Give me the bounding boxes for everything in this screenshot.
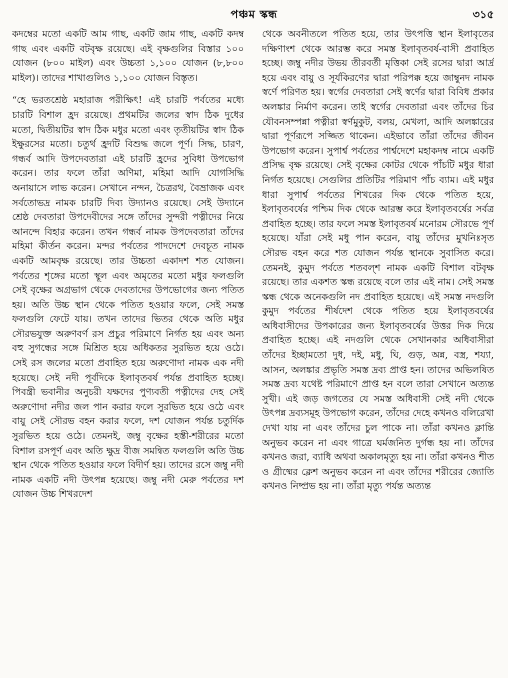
chapter-heading: পঞ্চম স্কন্ধ [230,8,278,21]
page-header [0,0,508,24]
page-number: ৩১৫ [472,8,494,21]
right-column [262,28,494,672]
paragraph: কদম্বের মতো একটি আম গাছ, একটি জাম গাছ, একটি কদম্ব গাছ এবং একটি বটবৃক্ষ রয়েছে। এই বৃক্ষগুলির বিস্তার ১০০ যোজন (৮০০ মাইল) এবং উচ্চতা ১,১০০ যোজন (৮,৮০০ মাইল)। তাদের শাখাগুলিও ১,১০০ যোজন বিস্তৃত। [12,29,244,84]
paragraph: থেকে অবনীতলে পতিত হয়ে, তার উৎপত্তি স্থান ইলাবৃতের দক্ষিণাংশ থেকে আরম্ভ করে সমস্ত ইলাবৃতবর্ষ-বাসী প্রবাহিত হচ্ছে। জম্বু নদীর উভয় তীরবর্তী মৃত্তিকা সেই রসের দ্বারা আর্দ্র হয়ে এবং বায়ু ও সূর্যকিরণের দ্বারা পরিপক্ক হয়ে জাম্বুনদ নামক স্বর্ণে পরিণত হয়। স্বর্গের দেবতারা সেই স্বর্ণের দ্বারা বিবিধ প্রকার অলঙ্কার নির্মাণ করেন। তাই স্বর্গের দেবতারা এবং তাঁদের চির যৌবনসম্পন্না পত্নীরা স্বর্ণমুকুট, বলয়, মেখলা, আদি অলঙ্কারের দ্বারা পূর্ণরূপে সজ্জিত থাকেন। এইভাবে তাঁরা তাঁদের জীবন উপভোগ করেন। সুপার্শ্ব পর্বতের পার্শ্বদেশে মহাকদম্ব নামে একটি প্রসিদ্ধ বৃক্ষ রয়েছে। সেই বৃক্ষের কোটর থেকে পাঁচটি মধুর ধারা নির্গত হয়েছে। সেগুলির প্রতিটির পরিমাণ পাঁচ ব্যাম। এই মধুর ধারা সুপার্শ্ব পর্বতের শিখরের দিক থেকে পতিত হয়ে, ইলাবৃতবর্ষের পশ্চিম দিক থেকে আরম্ভ করে ইলাবৃতবর্ষের সর্বত্র প্রবাহিত হচ্ছে। তার ফলে সমস্ত ইলাবৃতবর্ষ মনোরম সৌরভে পূর্ণ হয়েছে। যাঁরা সেই মধু পান করেন, বায়ু তাঁদের মুখনিঃসৃত সৌরভ বহন করে শত যোজন পর্যন্ত স্থানকে সুবাসিত করে। তেমনই, কুমুদ পর্বতে শতবল্শ নামক একটি বিশাল বটবৃক্ষ রয়েছে। তার একশত স্কন্ধ রয়েছে বলে তার এই নাম। সেই সমস্ত স্কন্ধ থেকে অনেকগুলি নদ প্রবাহিত হয়েছে। এই সমস্ত নদগুলি কুমুদ পর্বতের শীর্ষদেশ থেকে পতিত হয়ে ইলাবৃতবর্ষের অধিবাসীদের উপকারের জন্য ইলাবৃতবর্ষের উত্তর দিক দিয়ে প্রবাহিত হচ্ছে। এই নদগুলি থেকে সেখানকার অধিবাসীরা তাঁদের ইচ্ছামতো দুধ, দই, মধু, ঘি, গুড়, অন্ন, বস্ত্র, শয্যা, আসন, অলঙ্কার প্রভৃতি সমস্ত দ্রব্য প্রাপ্ত হন। তাদের অভিলষিত সমস্ত দ্রব্য যথেষ্ট পরিমাণে প্রাপ্ত হন বলে তারা সেখানে অত্যন্ত সুখী। এই জড় জগতের যে সমস্ত অধিবাসী সেই নদী থেকে উৎপন্ন দ্রব্যসমূহ উপভোগ করেন, তাঁদের দেহে কখনও বলিরেখা দেখা যায় না এবং তাঁদের চুল পাকে না। তাঁরা কখনও ক্লান্তি অনুভব করেন না এবং গাত্রে ঘর্মজনিত দুর্গন্ধ হয় না। তাঁদের কখনও জরা, ব্যাধি অথবা অকালমৃত্যু হয় না। তাঁরা কখনও শীত ও গ্রীষ্মের ক্লেশ অনুভব করেন না এবং তাঁদের শরীরের জ্যোতি কখনও নিষ্প্রভ হয় না। তাঁরা মৃত্যু পর্যন্ত অত্যন্ত [262,29,494,493]
paragraph-gap [12,86,244,94]
left-column [12,28,244,672]
paragraph: “হে ভরতশ্রেষ্ঠ মহারাজ পরীক্ষিৎ! এই চারটি পর্বতের মধ্যে চারটি বিশাল হ্রদ রয়েছে। প্রথমটির জলের স্বাদ ঠিক দুধের মতো, দ্বিতীয়টির স্বাদ ঠিক মধুর মতো এবং তৃতীয়টির স্বাদ ঠিক ইক্ষুরসের মতো। চতুর্থ হ্রদটি বিশুদ্ধ জলে পূর্ণ। সিদ্ধ, চারণ, গন্ধর্ব আদি উপদেবতারা এই চারটি হ্রদের সুবিধা উপভোগ করেন। তার ফলে তাঁরা অণিমা, মহিমা আদি যোগসিদ্ধি অনায়াসে লাভ করেন। সেখানে নন্দন, চৈত্ররথ, বৈভ্রাজক এবং সর্বতোভদ্র নামক চারটি দিব্য উদ্যানও রয়েছে। সেই উদ্যানে শ্রেষ্ঠ দেবতারা উপদেবীদের সঙ্গে তাঁদের সুন্দরী পত্নীদের নিয়ে আনন্দে বিহার করেন। তখন গন্ধর্ব নামক উপদেবতারা তাঁদের মহিমা কীর্তন করেন। মন্দর পর্বতের পাদদেশে দেবচূত নামক একটি আমবৃক্ষ রয়েছে। তার উচ্চতা একাদশ শত যোজন। পর্বতের শৃঙ্গের মতো স্থূল এবং অমৃতের মতো মধুর ফলগুলি সেই বৃক্ষের অগ্রভাগ থেকে দেবতাদের উপভোগের জন্য পতিত হয়। অতি উচ্চ স্থান থেকে পতিত হওয়ার ফলে, সেই সমস্ত ফলগুলি ফেটে যায়। তখন তাদের ভিতর থেকে অতি মধুর সৌরভযুক্ত অরুণবর্ণ রস প্রচুর পরিমাণে নির্গত হয় এবং অন্য বহু সুগন্ধের সঙ্গে মিশ্রিত হয়ে অধিকতর সুরভিত হয়ে ওঠে। সেই রস জলের মতো প্রবাহিত হয়ে অরুণোদা নামক এক নদী হয়েছে। সেই নদী পূর্বদিকে ইলাবৃতবর্ষ পর্যন্ত প্রবাহিত হচ্ছে। পিবন্ত্রী ভবানীর অনুচরী যক্ষদের পুণ্যবতী পত্নীদের দেহ সেই অরুণোদা নদীর জল পান করার ফলে সুরভিত হয়ে ওঠে এবং বায়ু সেই সৌরভ বহন করার ফলে, দশ যোজন পর্যন্ত চতুর্দিক সুরভিত হয়ে ওঠে। তেমনই, জম্বু বৃক্ষের হস্তী-শরীরের মতো বিশাল রসপূর্ণ এবং অতি ক্ষুদ্র বীজ সমন্বিত ফলগুলি অতি উচ্চ স্থান থেকে পতিত হওয়ার ফলে বিদীর্ণ হয়। তাদের রসে জম্বু নদী নামক একটি নদী উৎপন্ন হয়েছে। জম্বু নদী মেরু পর্বতের দশ যোজন উচ্চ শিখরদেশ [12,95,244,501]
